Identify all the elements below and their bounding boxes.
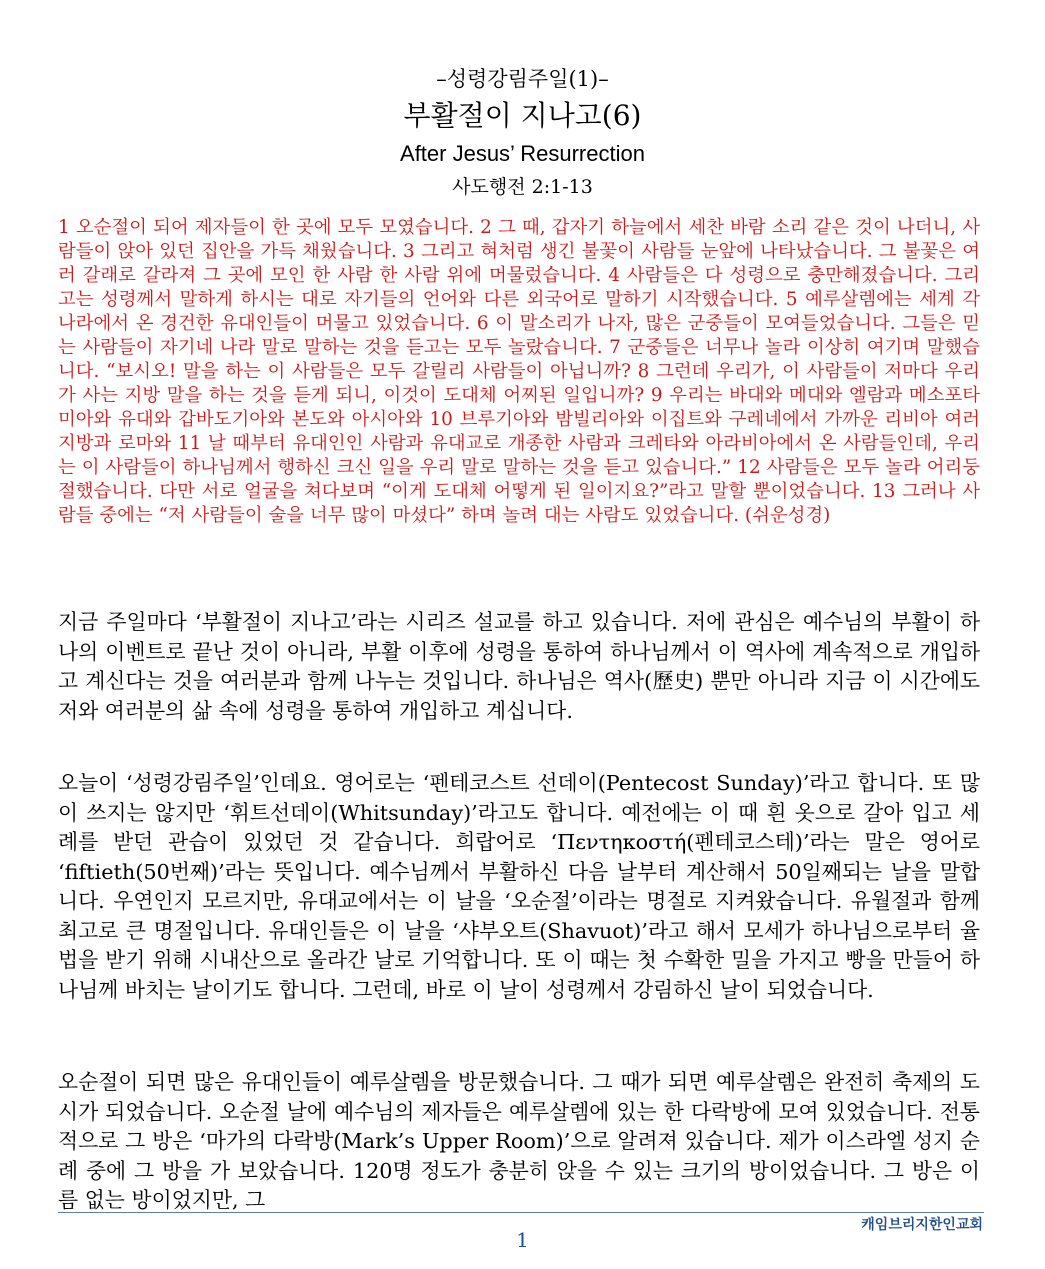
- body-paragraph-1: 지금 주일마다 ‘부활절이 지나고’라는 시리즈 설교를 하고 있습니다. 저에 관심은 예수님의 부활이 하나의 이벤트로 끝난 것이 아니라, 부활 이후에 성령을 통하여 하나님께서 이 역사에 계속적으로 개입하고 계신다는 것을 여러분과 함께 나누는 것입니다. 하나님은 역사(歷史) 뿐만 아니라 지금 이 시간에도 저와 여러분의 삶 속에 성령을 통하여 개입하고 계십니다.: [58, 610, 980, 723]
- church-name: 캐임브리지한인교회: [861, 1217, 983, 1233]
- sermon-subtitle: After Jesus’ Resurrection: [400, 141, 645, 166]
- scripture-reference: 사도행전 2:1-13: [452, 176, 593, 198]
- scripture-passage: 1 오순절이 되어 제자들이 한 곳에 모두 모였습니다. 2 그 때, 갑자기 하늘에서 세찬 바람 소리 같은 것이 나더니, 사람들이 앉아 있던 집안을 가득 채웠습니다. 3 그리고 혀처럼 생긴 불꽃이 사람들 눈앞에 나타났습니다. 그 불꽃은 여러 갈래로 갈라져 그 곳에 모인 한 사람 한 사람 위에 머물렀습니다. 4 사람들은 다 성령으로 충만해졌습니다. 그리고는 성령께서 말하게 하시는 대로 자기들의 언어와 다른 외국어로 말하기 시작했습니다. 5 예루살렘에는 세계 각 나라에서 온 경건한 유대인들이 머물고 있었습니다. 6 이 말소리가 나자, 많은 군중들이 모여들었습니다. 그들은 믿는 사람들이 자기네 나라 말로 말하는 것을 듣고는 모두 놀랐습니다. 7 군중들은 너무나 놀라 이상히 여기며 말했습니다. “보시오! 말을 하는 이 사람들은 모두 갈릴리 사람들이 아닙니까? 8 그런데 우리가, 이 사람들이 저마다 우리가 사는 지방 말을 하는 것을 듣게 되니, 이것이 도대체 어찌된 일입니까? 9 우리는 바대와 메대와 엘람과 메소포타미아와 유대와 갑바도기아와 본도와 아시아와 10 브루기아와 밤빌리아와 이집트와 구레네에서 가까운 리비아 여러 지방과 로마와 11 날 때부터 유대인인 사람과 유대교로 개종한 사람과 크레타와 아라비아에서 온 사람들인데, 우리는 이 사람들이 하나님께서 행하신 크신 일을 우리 말로 말하는 것을 듣고 있습니다.” 12 사람들은 모두 놀라 어리둥절했습니다. 다만 서로 얼굴을 쳐다보며 “이게 도대체 어떻게 된 일이지요?”라고 말할 뿐이었습니다. 13 그러나 사람들 중에는 “저 사람들이 술을 너무 많이 마셨다” 하며 놀려 대는 사람도 있었습니다. (쉬운성경): [58, 217, 981, 526]
- series-label: –성령강림주일(1)–: [436, 67, 609, 91]
- sermon-header: [0, 62, 1045, 202]
- page-number: 1: [516, 1228, 529, 1252]
- body-paragraph-2: 오늘이 ‘성령강림주일’인데요. 영어로는 ‘펜테코스트 선데이(Pentecost Sunday)’라고 합니다. 또 많이 쓰지는 않지만 ‘휘트선데이(Whitsunday)’라고도 합니다. 예전에는 이 때 흰 옷으로 갈아 입고 세례를 받던 관습이 있었던 것 같습니다. 희랍어로 ‘Πεντηκοστή(펜테코스테)’라는 말은 영어로 ‘fiftieth(50번째)’라는 뜻입니다. 예수님께서 부활하신 다음 날부터 계산해서 50일째되는 날을 말합니다. 우연인지 모르지만, 유대교에서는 이 날을 ‘오순절’이라는 명절로 지켜왔습니다. 유월절과 함께 최고로 큰 명절입니다. 유대인들은 이 날을 ‘샤부오트(Shavuot)’라고 해서 모세가 하나님으로부터 율법을 받기 위해 시내산으로 올라간 날로 기억합니다. 또 이 때는 첫 수확한 밀을 가지고 빵을 만들어 하나님께 바치는 날이기도 합니다. 그런데, 바로 이 날이 성령께서 강림하신 날이 되었습니다.: [58, 771, 980, 1002]
- footer-divider: [58, 1212, 984, 1213]
- sermon-title: 부활절이 지나고(6): [403, 99, 642, 132]
- body-paragraph-3: 오순절이 되면 많은 유대인들이 예루살렘을 방문했습니다. 그 때가 되면 예루살렘은 완전히 축제의 도시가 되었습니다. 오순절 날에 예수님의 제자들은 예루살렘에 있는 한 다락방에 모여 있었습니다. 전통적으로 그 방은 ‘마가의 다락방(Mark’s Upper Room)’으로 알려져 있습니다. 제가 이스라엘 성지 순례 중에 그 방을 가 보았습니다. 120명 정도가 충분히 앉을 수 있는 크기의 방이었습니다. 그 방은 이름 없는 방이었지만, 그: [58, 1070, 980, 1212]
